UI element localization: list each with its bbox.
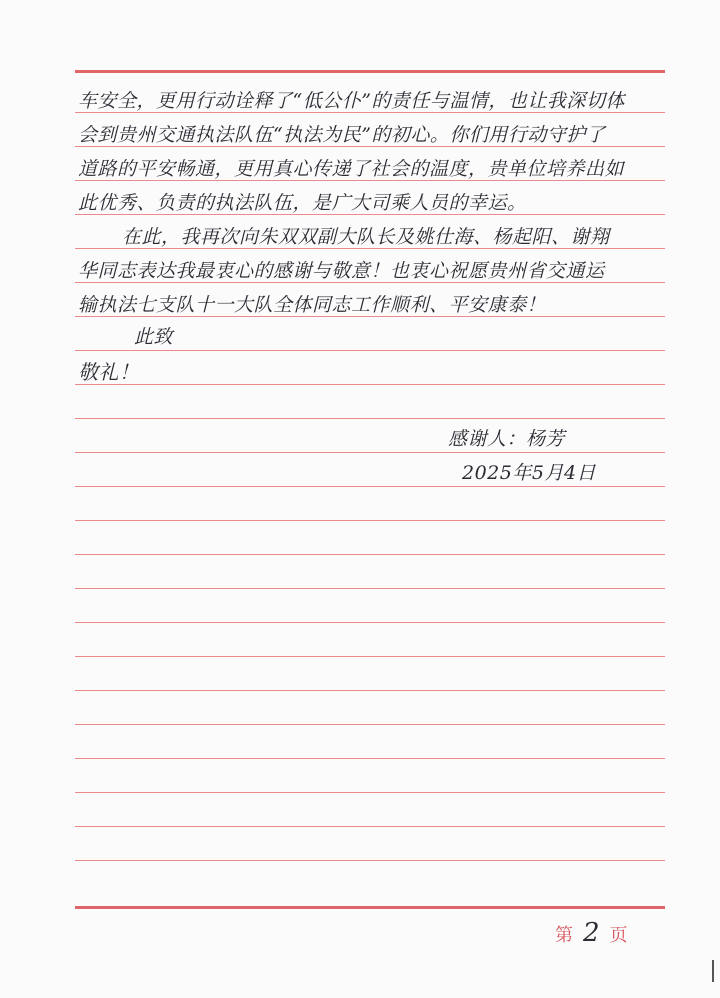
page-number: 2 [583,918,600,948]
salutation: 敬礼！ [78,360,140,384]
ruled-line [75,486,665,487]
ruled-line [75,520,665,521]
letter-line: 此优秀、负责的执法队伍，是广大司乘人员的幸运。 [78,192,527,214]
letter-line: 道路的平安畅通，更用真心传递了社会的温度，贵单位培养出如 [78,158,625,180]
page-footer [555,918,628,948]
bottom-double-rule [75,906,665,909]
letter-line: 华同志表达我最衷心的感谢与敬意！也衷心祝愿贵州省交通运 [78,260,605,282]
footer-suffix: 页 [609,925,628,945]
signature: 感谢人：杨芳 [448,428,566,450]
ruled-line [75,384,665,385]
ruled-line [75,588,665,589]
letter-date: 2025年5月4日 [462,462,597,484]
ruled-line [75,656,665,657]
letter-line: 车安全，更用行动诠释了“低公仆”的责任与温情，也让我深切体 [78,90,625,112]
ruled-line [75,418,665,419]
ruled-line [75,452,665,453]
ruled-line [75,350,665,351]
letter-line: 输执法七支队十一大队全体同志工作顺利、平安康泰！ [78,294,547,316]
ruled-line [75,690,665,691]
top-double-rule [75,70,665,73]
ruled-line [75,860,665,861]
scan-edge-mark [712,960,714,982]
ruled-line [75,724,665,725]
closing-phrase: 此致 [134,326,174,348]
ruled-line [75,758,665,759]
letter-line: 会到贵州交通执法队伍“执法为民”的初心。你们用行动守护了 [78,124,606,146]
ruled-line [75,554,665,555]
ruled-line [75,792,665,793]
ruled-line [75,622,665,623]
footer-prefix: 第 [555,925,573,945]
letter-line: 在此，我再次向朱双双副大队长及姚仕海、杨起阳、谢翔 [122,226,610,248]
ruled-line [75,826,665,827]
